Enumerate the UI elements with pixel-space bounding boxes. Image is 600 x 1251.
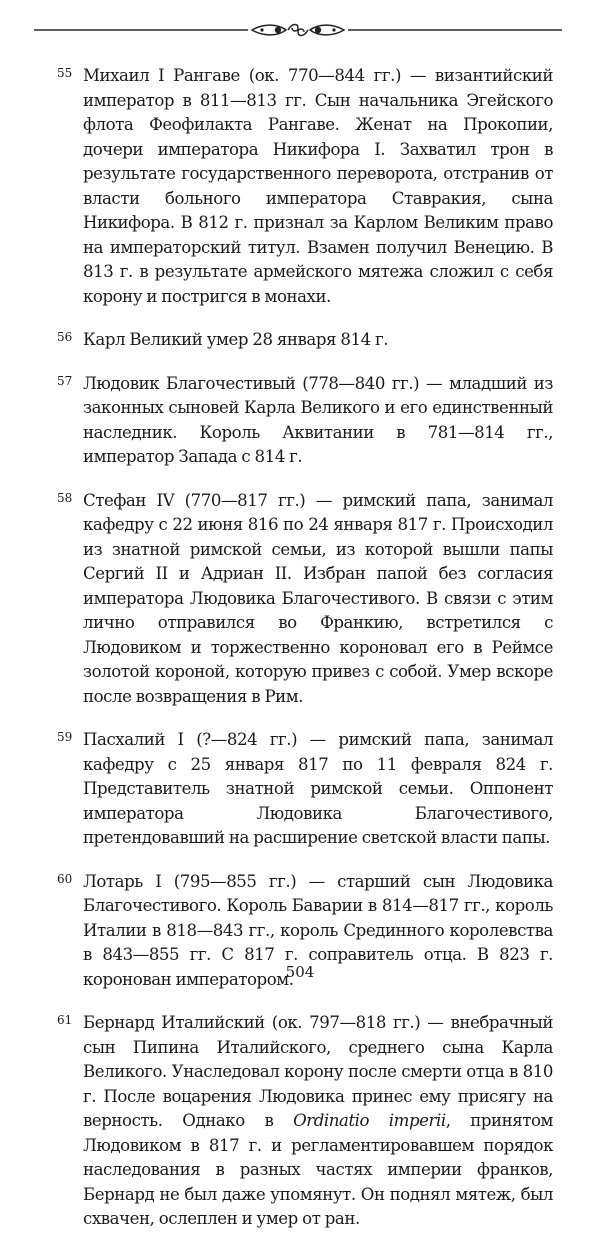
endnotes-list	[57, 64, 553, 1251]
note-number: 55	[57, 66, 73, 80]
note-number: 59	[57, 730, 73, 744]
note-text-part: Бернард Италийский (ок. 797—818 гг.) — внебрачный сын Пипина Италийского, среднего сына Карла Великого. Унаследовал корону после смерти отца в 810 г. После воцарения Людовика принес ему присягу на верность. Однако в	[83, 1013, 553, 1130]
endnote-59	[57, 728, 553, 851]
note-text: Лотарь I (795—855 гг.) — старший сын Людовика Благочестивого. Король Баварии в 814—817 гг., король Италии в 818—843 гг., король Срединного королевства в 843—855 гг. С 817 г. соправитель отца. В 823 г. коронован императором.	[83, 871, 553, 989]
note-text: Михаил I Рангаве (ок. 770—844 гг.) — византийский император в 811—813 гг. Сын начальника Эгейского флота Феофилакта Рангаве. Женат на Прокопии, дочери императора Никифора I. Захватил трон в результате государственного переворота, отстранив от власти больного императора Ставракия, сына Никифора. В 812 г. признал за Карлом Великим право на императорский титул. Взамен получил Венецию. В 813 г. в результате армейского мятежа сложил с себя корону и постригся в монахи.	[83, 66, 553, 306]
note-text: Стефан IV (770—817 гг.) — римский папа, занимал кафедру с 22 июня 816 по 24 января 817 г. Происходил из знатной римской семьи, из которой вышли папы Сергий II и Адриан II. Избран папой без согласия императора Людовика Благочестивого. В связи с этим лично отправился во Франкию, встретился с Людовиком и торжественно короновал его в Реймсе золотой короной, которую привез с собой. Умер вскоре после возвращения в Рим.	[83, 490, 553, 706]
endnote-61	[57, 1011, 553, 1232]
note-text: Карл Великий умер 28 января 814 г.	[83, 330, 389, 349]
note-number: 57	[57, 373, 73, 388]
note-text: Людовик Благочестивый (778—840 гг.) — младший из законных сыновей Карла Великого и его единственный наследник. Король Аквитании в 781—814 гг., император Запада с 814 г.	[83, 373, 553, 466]
italic-title: Ordinatio imperii	[293, 1111, 446, 1130]
endnote-58	[57, 489, 553, 710]
page-number: 504	[285, 963, 315, 981]
note-text: Пасхалий I (?—824 гг.) — римский папа, занимал кафедру с 25 января 817 по 11 февраля 824 г. Представитель знатной римской семьи. Оппонент императора Людовика Благочестивого, претендовавший на расширение светской власти папы.	[83, 730, 553, 847]
note-number: 60	[57, 871, 73, 886]
note-number: 56	[57, 330, 73, 344]
endnote-56	[57, 328, 553, 353]
note-text	[83, 1011, 553, 1232]
note-text-part: , принятом Людовиком в 817 г. и регламентировавшем порядок наследования в разных частях империи франков, Бернард не был даже упомянут. Он поднял мятеж, был схвачен, ослеплен и умер от ран.	[83, 1111, 553, 1228]
endnote-55	[57, 64, 553, 309]
header-ornament	[34, 18, 562, 42]
endnote-57	[57, 372, 553, 470]
note-number: 58	[57, 490, 73, 505]
note-number: 61	[57, 1013, 73, 1027]
